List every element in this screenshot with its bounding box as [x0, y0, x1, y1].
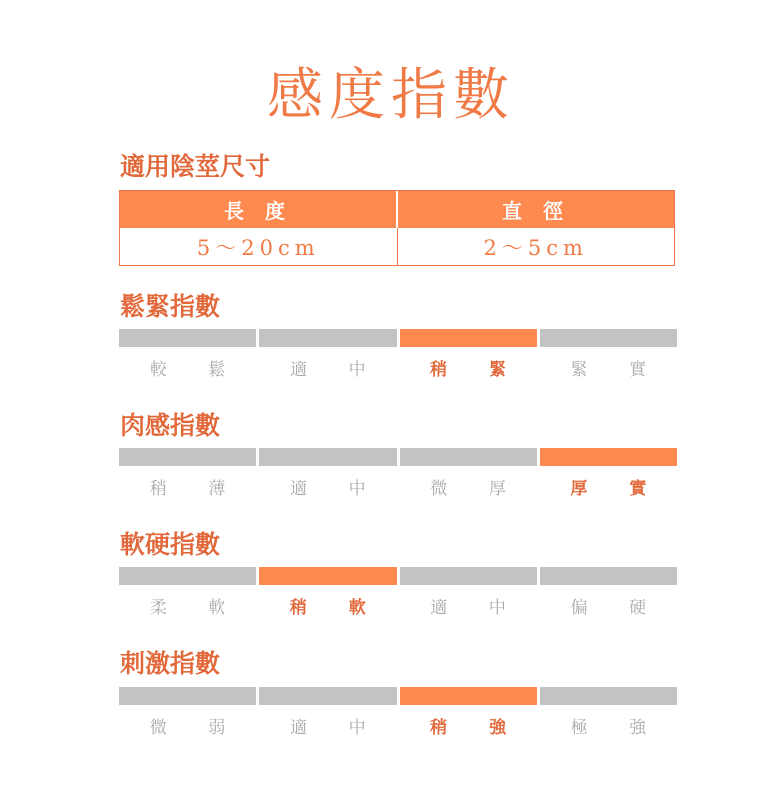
scale-bars	[119, 687, 677, 705]
scale-bar	[400, 448, 537, 466]
scale-option: 緊 實	[570, 360, 665, 380]
scale-bar	[259, 448, 396, 466]
scale-bar	[119, 567, 256, 585]
length-value: 5～20cm	[196, 235, 320, 260]
scale-option: 適 中	[290, 479, 384, 499]
scale-option: 柔 軟	[149, 598, 244, 618]
diameter-value: 2～5cm	[397, 228, 675, 265]
scale-labels	[119, 476, 677, 502]
scale-bar-active	[259, 567, 396, 585]
stimulation-label: 刺激指數	[120, 649, 221, 678]
scale-bar	[119, 448, 256, 466]
scale-option-active: 稍 強	[430, 718, 525, 738]
diameter-header: 直 徑	[396, 191, 674, 228]
length-header: 長 度	[224, 199, 292, 223]
scale-option-active: 稍 軟	[289, 598, 384, 618]
scale-option: 微 弱	[149, 718, 244, 738]
scale-bar	[259, 329, 396, 347]
scale-bar	[540, 329, 677, 347]
scale-bar-active	[400, 687, 537, 705]
scale-bar	[400, 567, 537, 585]
scale-bar	[259, 687, 396, 705]
flesh-feel-scale	[119, 448, 677, 502]
scale-option: 微 厚	[430, 479, 524, 499]
flesh-feel-label: 肉感指數	[120, 411, 221, 440]
scale-option: 偏 硬	[570, 598, 665, 618]
tightness-scale	[119, 329, 677, 383]
scale-bars	[119, 329, 677, 347]
scale-option: 極 強	[570, 718, 665, 738]
size-table	[119, 190, 675, 266]
scale-option: 適 中	[290, 360, 384, 380]
tightness-label: 鬆緊指數	[120, 292, 221, 321]
scale-option-active: 厚 實	[570, 479, 665, 499]
size-section-label: 適用陰莖尺寸	[120, 152, 271, 181]
scale-labels	[119, 357, 677, 383]
scale-bar-active	[400, 329, 537, 347]
scale-labels	[119, 715, 677, 741]
scale-bars	[119, 448, 677, 466]
softness-scale	[119, 567, 677, 621]
scale-bar-active	[540, 448, 677, 466]
scale-bar	[540, 687, 677, 705]
scale-bars	[119, 567, 677, 585]
scale-option-active: 稍 緊	[430, 360, 525, 380]
scale-bar	[540, 567, 677, 585]
stimulation-scale	[119, 687, 677, 741]
size-table-header	[120, 191, 674, 228]
softness-label: 軟硬指數	[120, 530, 221, 559]
scale-bar	[119, 687, 256, 705]
scale-labels	[119, 595, 677, 621]
page-title: 感度指數	[267, 63, 515, 128]
size-table-values	[120, 228, 674, 265]
scale-option: 適 中	[290, 718, 384, 738]
scale-bar	[119, 329, 256, 347]
scale-option: 稍 薄	[149, 479, 244, 499]
scale-option: 較 鬆	[149, 360, 244, 380]
scale-option: 適 中	[430, 598, 524, 618]
